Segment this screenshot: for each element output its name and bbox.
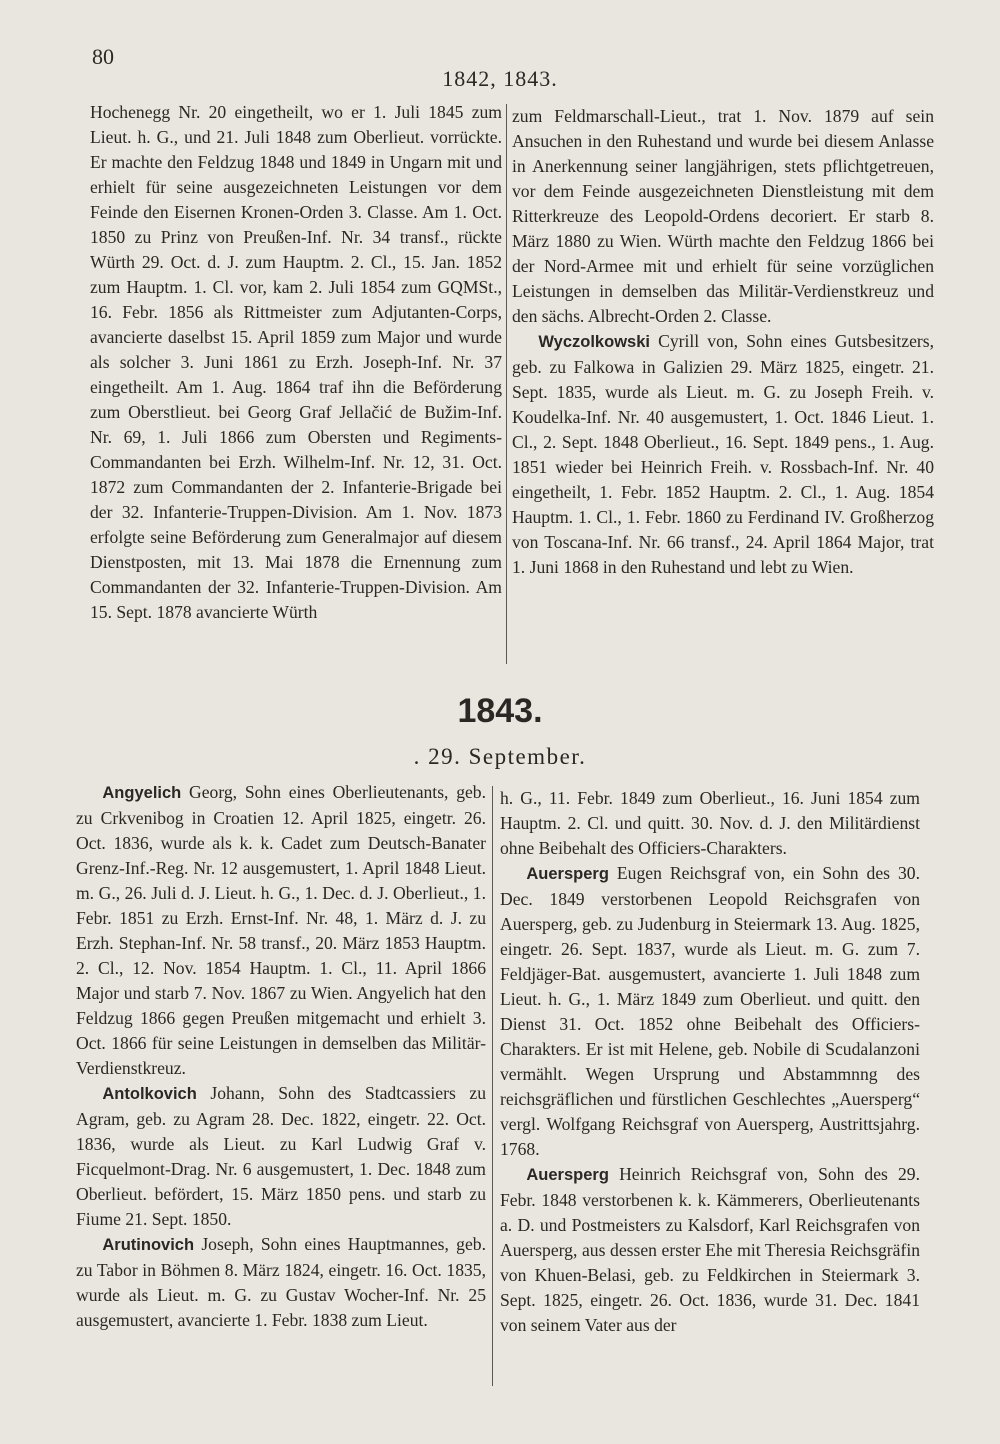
- entry-name: Auersperg: [526, 865, 609, 883]
- paragraph: zum Feldmarschall-Lieut., trat 1. Nov. 1879 auf sein Ansuchen in den Ruhestand und wurde bei diesem Anlasse in Anerkennung seiner langjährigen, stets pflichtgetreuen, vor dem Feinde ausgezeichneten Dienstleistung mit dem Ritterkreuze des Leopold-Ordens decoriert. Er starb 8. März 1880 zu Wien. Würth machte den Feldzug 1866 bei der Nord-Armee mit und erhielt für seine vorzüglichen Leistungen in demselben das Militär-Verdienstkreuz und den sächs. Albrecht-Orden 2. Classe.: [512, 106, 934, 326]
- entry-text: Georg, Sohn eines Oberlieutenants, geb. zu Crkvenibog in Croatien 12. April 1825, eingetr. 26. Oct. 1836, wurde als k. k. Cadet zum Deutsch-Banater Grenz-Inf.-Reg. Nr. 12 ausgemustert, 1. April 1848 Lieut. m. G., 26. Juli d. J. Lieut. h. G., 1. Dec. d. J. Oberlieut., 1. Febr. 1851 zu Erzh. Ernst-Inf. Nr. 48, 1. März d. J. zu Erzh. Stephan-Inf. Nr. 58 transf., 20. März 1853 Hauptm. 2. Cl., 12. Nov. 1854 Hauptm. 1. Cl., 11. April 1866 Major und starb 7. Nov. 1867 zu Wien. Angyelich hat den Feldzug 1866 gegen Preußen mitgemacht und erhielt 3. Oct. 1866 für seine Leistungen in demselben das Militär-Verdienstkreuz.: [76, 782, 486, 1078]
- biography-entry: [76, 1081, 486, 1232]
- top-left-column: [90, 100, 502, 625]
- date-heading: . 29. September.: [413, 744, 587, 769]
- entry-text: Eugen Reichsgraf von, ein Sohn des 30. Dec. 1849 verstorbenen Leopold Reichsgrafen von Auersperg, geb. zu Judenburg in Steiermark 13. Aug. 1825, eingetr. 26. Sept. 1837, wurde als Lieut. m. G. zum 7. Feldjäger-Bat. ausgemustert, avancierte 1. Juli 1848 zum Lieut. h. G., 1. März 1849 zum Oberlieut. und quitt. den Dienst 31. Oct. 1852 ohne Beibehalt des Officiers-Charakters. Er ist mit Helene, geb. Nobile di Scudalanzoni vermählt. Wegen Ursprung und Abstammnng des reichsgräflichen und fürstlichen Geschlechtes „Auersperg“ vergl. Wolfgang Reichsgraf von Auersperg, Austrittsjahrg. 1768.: [500, 863, 920, 1159]
- entry-text: Johann, Sohn des Stadtcassiers zu Agram, geb. zu Agram 28. Dec. 1822, eingetr. 22. Oct. 1836, wurde als Lieut. zu Karl Ludwig Graf v. Ficquelmont-Drag. Nr. 6 ausgemustert, 1. Dec. 1848 zum Oberlieut. befördert, 15. März 1850 pens. und starb zu Fiume 21. Sept. 1850.: [76, 1083, 486, 1229]
- entry-name: Antolkovich: [102, 1085, 197, 1103]
- column-divider: [492, 786, 493, 1386]
- biography-entry: [500, 1162, 920, 1338]
- entry-text: Joseph, Sohn eines Hauptmannes, geb. zu Tabor in Böhmen 8. März 1824, eingetr. 16. Oct. 1835, wurde als Lieut. m. G. zu Gustav Wocher-Inf. Nr. 25 ausgemustert, avancierte 1. Febr. 1838 zum Lieut.: [76, 1234, 486, 1330]
- bottom-right-column: [500, 786, 920, 1338]
- top-right-column: [512, 104, 934, 580]
- year-heading: 1843.: [457, 692, 543, 730]
- biography-entry: [76, 1232, 486, 1333]
- running-head: 1842, 1843.: [442, 66, 558, 91]
- page-number: 80: [92, 44, 114, 69]
- entry-name: Arutinovich: [102, 1236, 195, 1254]
- paragraph: h. G., 11. Febr. 1849 zum Oberlieut., 16. Juni 1854 zum Hauptm. 2. Cl. und quitt. 30. Nov. d. J. den Militärdienst ohne Beibehalt des Officiers-Charakters.: [500, 788, 920, 858]
- paragraph: Hochenegg Nr. 20 eingetheilt, wo er 1. Juli 1845 zum Lieut. h. G., und 21. Juli 1848 zum Oberlieut. vorrückte. Er machte den Feldzug 1848 und 1849 in Ungarn mit und erhielt für seine ausgezeichneten Leistungen vor dem Feinde den Eisernen Kronen-Orden 3. Classe. Am 1. Oct. 1850 zu Prinz von Preußen-Inf. Nr. 34 transf., rückte Würth 29. Oct. d. J. zum Hauptm. 2. Cl., 15. Jan. 1852 zum Hauptm. 1. Cl. vor, kam 2. Juli 1854 zum GQMSt., 16. Febr. 1856 als Rittmeister zum Adjutanten-Corps, avancierte daselbst 15. April 1859 zum Major und wurde als solcher 3. Juni 1861 zu Erzh. Joseph-Inf. Nr. 37 eingetheilt. Am 1. Aug. 1864 traf ihn die Beförderung zum Oberstlieut. bei Georg Graf Jellačić de Bužim-Inf. Nr. 69, 1. Juli 1866 zum Obersten und Regiments-Commandanten bei Erzh. Wilhelm-Inf. Nr. 12, 31. Oct. 1872 zum Commandanten der 2. Infanterie-Brigade bei der 32. Infanterie-Truppen-Division. Am 1. Nov. 1873 erfolgte seine Beförderung zum Generalmajor auf diesem Dienstposten, mit 13. Mai 1878 die Ernennung zum Commandanten der 32. Infanterie-Truppen-Division. Am 15. Sept. 1878 avancierte Würth: [90, 102, 502, 622]
- biography-entry: [500, 861, 920, 1162]
- column-divider: [506, 104, 507, 664]
- bottom-left-column: [76, 780, 486, 1333]
- entry-name: Auersperg: [526, 1166, 609, 1184]
- biography-entry: [512, 329, 934, 580]
- biography-entry: [76, 780, 486, 1081]
- entry-text: Heinrich Reichsgraf von, Sohn des 29. Febr. 1848 verstorbenen k. k. Kämmerers, Oberlieutenants a. D. und Postmeisters zu Kalsdorf, Karl Reichsgrafen von Auersperg, aus dessen erster Ehe mit Theresia Reichsgräfin von Khuen-Belasi, geb. zu Feldkirchen in Steiermark 3. Sept. 1825, eingetr. 26. Oct. 1836, wurde 31. Dec. 1841 von seinem Vater aus der: [500, 1164, 920, 1335]
- entry-name: Angyelich: [102, 784, 182, 802]
- entry-text: Cyrill von, Sohn eines Gutsbesitzers, geb. zu Falkowa in Galizien 29. März 1825, eingetr. 21. Sept. 1835, wurde als Lieut. m. G. zu Joseph Freih. v. Koudelka-Inf. Nr. 40 ausgemustert, 1. Oct. 1846 Lieut. 1. Cl., 2. Sept. 1848 Oberlieut., 16. Sept. 1849 pens., 1. Aug. 1851 wieder bei Heinrich Freih. v. Rossbach-Inf. Nr. 40 eingetheilt, 1. Febr. 1852 Hauptm. 2. Cl., 1. Aug. 1854 Hauptm. 1. Cl., 1. Febr. 1860 zu Ferdinand IV. Großherzog von Toscana-Inf. Nr. 66 transf., 24. April 1864 Major, trat 1. Juni 1868 in den Ruhestand und lebt zu Wien.: [512, 331, 934, 577]
- entry-name: Wyczolkowski: [538, 333, 650, 351]
